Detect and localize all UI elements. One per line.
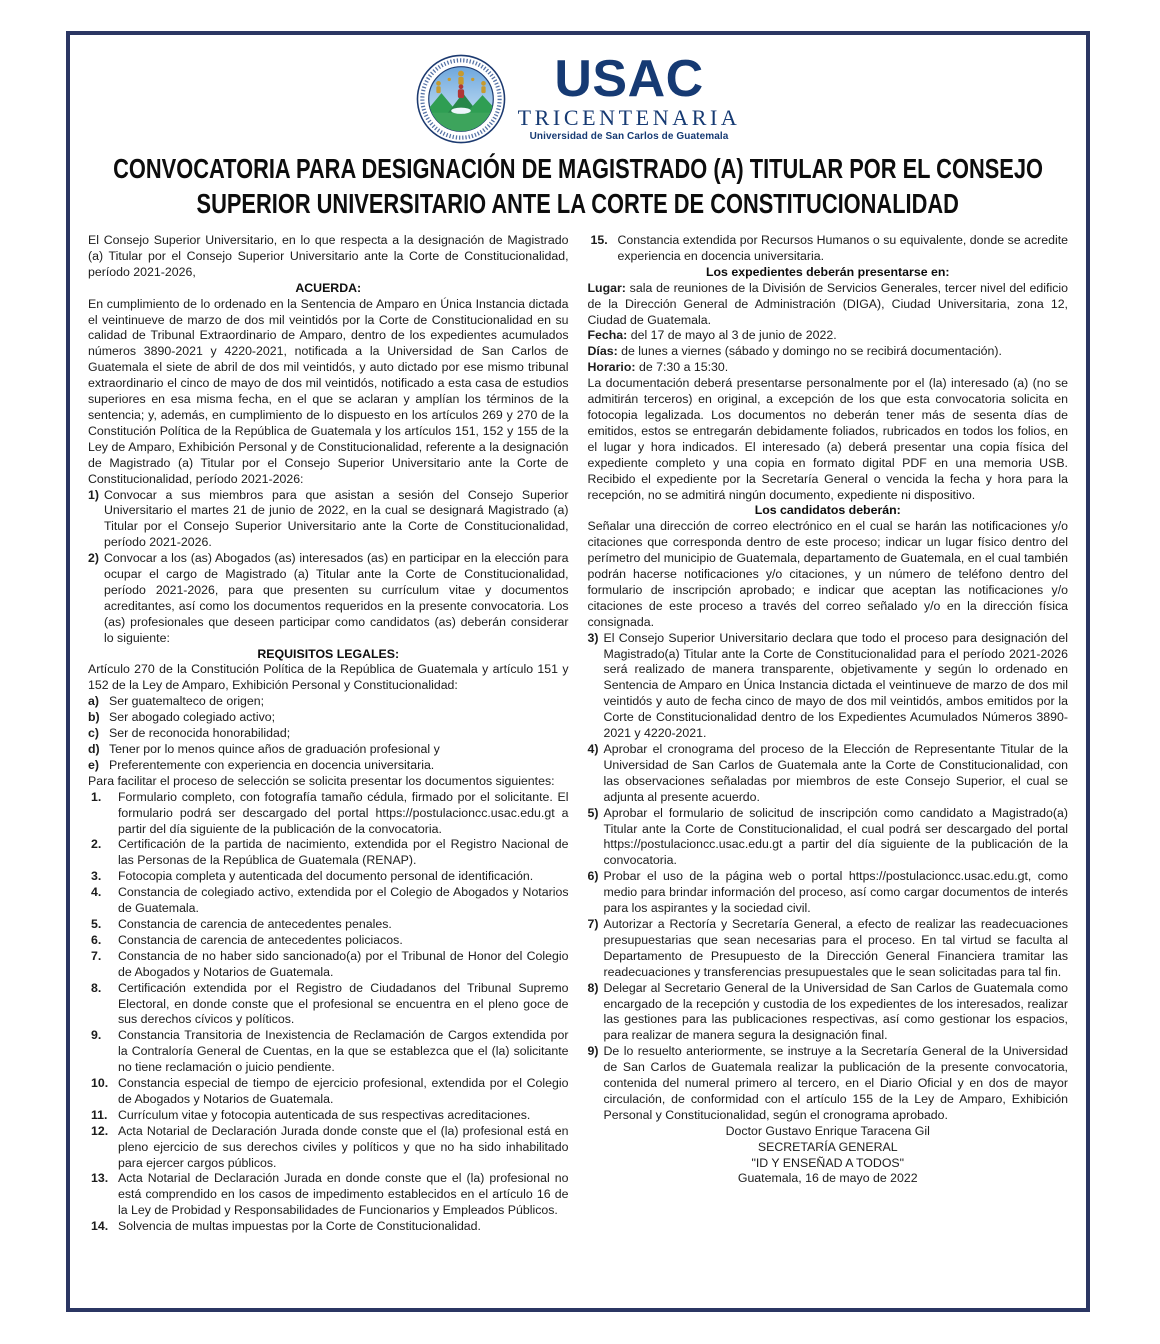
list-item: [88, 742, 569, 758]
list-marker: e): [88, 757, 99, 772]
list-item: [88, 694, 569, 710]
paragraph: El Consejo Superior Universitario, en lo que respecta a la designación de Magistrado (a) Titular por el Consejo Superior Universitario ante la Corte de Constitucionalidad, período 2021-2026,: [88, 233, 569, 279]
list-item-text: Acta Notarial de Declaración Jurada donde conste que el (la) profesional está en pleno ejercicio de sus derechos civiles y políticos y que no ha sido inhabilitado para ejercer cargos públicos.: [118, 1123, 569, 1170]
list-item-text: Autorizar a Rectoría y Secretaría General, a efecto de realizar las readecuaciones presupuestarias que sean necesarias para el proceso. En tal virtud se faculta al Departamento de Presupuesto de la Dirección General Financiera tramitar las readecuaciones y transferencias presupuestales que le sean solicitadas para tal fin.: [603, 916, 1068, 979]
column-right: [588, 233, 1069, 1235]
list-item: [88, 726, 569, 742]
list-marker: 11.: [91, 1107, 108, 1122]
document-title-line1: CONVOCATORIA PARA DESIGNACIÓN DE MAGISTRADO (A) TITULAR POR EL CONSEJO: [113, 153, 1043, 184]
paragraph: Señalar una dirección de correo electrónico en el cual se harán las notificaciones y/o citaciones que corresponda dentro de este proceso; indicar un lugar físico dentro del perímetro del municipio de Guatemala, departamento de Guatemala, en el cual también podrán hacerse notificaciones y/o citaciones, y un número de teléfono dentro del formulario de inscripción aprobado; e indicar que aceptan las notificaciones y/o citaciones de este proceso a través del correo señalado y/o en la dirección física consignada.: [587, 519, 1068, 629]
list-item-text: Certificación extendida por el Registro de Ciudadanos del Tribunal Supremo Electoral, en donde conste que el profesional se encuentra en el pleno goce de sus derechos cívicos y políticos.: [118, 980, 569, 1027]
list-item: [88, 949, 569, 981]
list-item: [88, 885, 569, 917]
list-marker: 4): [587, 742, 599, 756]
two-column-body: [88, 233, 1068, 1235]
section-heading: ACUERDA:: [295, 280, 362, 295]
labeled-paragraph: [588, 328, 1069, 344]
list-item-text: Constancia de carencia de antecedentes policiacos.: [118, 932, 403, 947]
list-item: [88, 1124, 569, 1172]
list-item-text: Currículum vitae y fotocopia autenticada de sus respectivas acreditaciones.: [118, 1107, 531, 1122]
document-title: [88, 151, 1068, 221]
list-marker: 1): [88, 487, 99, 502]
list-item-text: Convocar a los (as) Abogados (as) interesados (as) en participar en la elección para ocupar el cargo de Magistrado (a) Titular ante la Corte de Constitucionalidad, período 2021-2026, para que presenten su currículum vitae y documentos acreditantes, así como los documentos requeridos en la presente convocatoria. Los (as) profesionales que deseen participar como candidatos (as) deberán considerar lo siguiente:: [104, 551, 569, 645]
list-marker: a): [88, 694, 99, 709]
list-marker: 8): [587, 980, 599, 995]
list-item-text: De lo resuelto anteriormente, se instruye a la Secretaría General de la Universidad de San Carlos de Guatemala realizar la publicación de la presente convocatoria, contenida del numeral primero al tercero, en el Diario Oficial y en dos de mayor circulación, de conformidad con el artículo 155 de la Ley de Amparo, Exhibición Personal y Constitucionalidad, según el cronograma aprobado.: [603, 1044, 1068, 1122]
list-marker: c): [88, 726, 99, 741]
field-label: Horario:: [587, 360, 636, 375]
usac-wordmark: [517, 50, 741, 142]
list-item: [588, 1044, 1069, 1124]
list-marker: 5.: [91, 916, 102, 931]
list-item: [588, 631, 1069, 742]
list-item-text: Constancia de no haber sido sancionado(a) por el Tribunal de Honor del Colegio de Abogados y Notarios de Guatemala.: [118, 948, 569, 979]
usac-seal-icon: [416, 54, 506, 144]
list-marker: b): [88, 710, 100, 725]
list-marker: 5): [587, 805, 599, 820]
list-marker: 4.: [91, 885, 102, 900]
field-text: de lunes a viernes (sábado y domingo no se recibirá documentación).: [621, 344, 1002, 359]
list-marker: 9.: [91, 1028, 102, 1043]
list-item: [588, 806, 1069, 870]
list-item: [588, 917, 1069, 981]
list-item: [88, 837, 569, 869]
list-marker: 1.: [91, 789, 102, 804]
paragraph: La documentación deberá presentarse personalmente por el (la) interesado (a) (no se admitirán terceros) en original, a excepción de los que esta convocatoria solicita en fotocopia legalizada. Los documentos no deberán tener más de sesenta días de emitidos, estos se entregarán debidamente foliados, rubricados en todos los folios, en el lugar y hora indicados. El interesado (a) deberá presentar una copia física del expediente completo y una copia en formato digital PDF en una memoria USB. Recibido el expediente por la Secretaría General o vencida la fecha y hora para la recepción, no se admitirá ningún documento, expediente ni dispositivo.: [587, 376, 1068, 502]
field-label: Lugar:: [587, 280, 626, 295]
list-marker: 8.: [91, 980, 102, 995]
list-item: [88, 758, 569, 774]
list-item: [88, 981, 569, 1029]
list-item: [88, 1108, 569, 1124]
list-item-text: Tener por lo menos quince años de graduación profesional y: [109, 742, 440, 756]
column-left: [88, 233, 569, 1235]
list-item-text: Constancia extendida por Recursos Humanos o su equivalente, donde se acredite experiencia en docencia universitaria.: [617, 233, 1068, 263]
section-heading: Los candidatos deberán:: [754, 503, 901, 518]
labeled-paragraph: [588, 344, 1069, 360]
section-heading: Los expedientes deberán presentarse en:: [705, 264, 950, 279]
signature-line: SECRETARÍA GENERAL: [757, 1139, 898, 1154]
list-item-text: Formulario completo, con fotografía tamaño cédula, firmado por el solicitante. El formulario podrá ser descargado del portal https://postulacioncc.usac.edu.gt a partir del día siguiente de la publicación de la convocatoria.: [118, 789, 569, 836]
list-marker: 6): [587, 869, 599, 884]
list-item: [88, 551, 569, 646]
usac-subtitle: Universidad de San Carlos de Guatemala: [529, 130, 729, 142]
list-item-text: Certificación de la partida de nacimiento, extendida por el Registro Nacional de las Personas de la República de Guatemala (RENAP).: [118, 837, 569, 868]
list-item-text: El Consejo Superior Universitario declara que todo el proceso para designación del Magistrado(a) Titular ante la Corte de Constitucionalidad para el período 2021-2026 será realizado de manera transparente, objetivamente y según lo ordenado en Sentencia de Amparo en Única Instancia dictada el veintinueve de marzo de dos mil veintidós y auto de fecha cinco de mayo de dos mil veintidós, ambos emitidos por la Corte de Constitucionalidad dentro de los Expedientes Acumulados Números 3890-2021 y 4220-2021.: [603, 630, 1068, 741]
list-marker: 7.: [91, 948, 102, 963]
list-item-text: Aprobar el cronograma del proceso de la Elección de Representante Titular de la Universidad de San Carlos de Guatemala ante la Corte de Constitucionalidad, con las observaciones señaladas por miembros de este Consejo Superior, el cual se adjunta al presente acuerdo.: [603, 742, 1068, 804]
list-item-text: Constancia de colegiado activo, extendida por el Colegio de Abogados y Notarios de Guatemala.: [118, 885, 569, 916]
list-item-text: Ser abogado colegiado activo;: [109, 710, 276, 725]
field-text: sala de reuniones de la División de Servicios Generales, tercer nivel del edificio de la Dirección General de Administración (DIGA), Ciudad Universitaria, zona 12, Ciudad de Guatemala.: [587, 280, 1068, 327]
list-item-text: Ser guatemalteco de origen;: [109, 694, 265, 709]
list-marker: 3.: [91, 869, 102, 884]
signature-line: "ID Y ENSEÑAD A TODOS": [751, 1155, 905, 1170]
usac-logo: [88, 50, 1068, 143]
list-item: [88, 933, 569, 949]
list-marker: 6.: [91, 932, 102, 947]
list-item-text: Fotocopia completa y autenticada del documento personal de identificación.: [118, 869, 534, 884]
list-item: [588, 869, 1069, 917]
labeled-paragraph: [588, 360, 1069, 376]
document-title-line2: SUPERIOR UNIVERSITARIO ANTE LA CORTE DE CONSTITUCIONALIDAD: [196, 188, 960, 219]
list-item: [88, 488, 569, 552]
list-item-text: Constancia Transitoria de Inexistencia de Reclamación de Cargos extendida por la Contraloría General de Cuentas, en la que se establezca que el (la) solicitante no tiene reclamación o juicio pendiente.: [118, 1028, 569, 1075]
list-item: [588, 742, 1069, 806]
usac-acronym: USAC: [554, 50, 704, 109]
list-item-text: Solvencia de multas impuestas por la Corte de Constitucionalidad.: [118, 1219, 481, 1234]
list-marker: 7): [587, 916, 599, 931]
list-item-text: Acta Notarial de Declaración Jurada en donde conste que el (la) profesional no está comprendido en los casos de impedimento establecidos en el artículo 16 de la Ley de Probidad y Responsabilidades de Funcionarios y Empleados Públicos.: [118, 1171, 569, 1218]
list-item: [88, 917, 569, 933]
list-marker: 2.: [91, 837, 102, 852]
list-marker: d): [88, 742, 100, 756]
list-item: [88, 710, 569, 726]
list-item: [88, 790, 569, 838]
list-marker: 12.: [91, 1123, 109, 1138]
list-item-text: Probar el uso de la página web o portal https://postulacioncc.usac.edu.gt, como medio para brindar información del proceso, así como cargar documentos de interés para los aspirantes y la sociedad civil.: [603, 869, 1068, 916]
list-item: [588, 981, 1069, 1045]
paragraph: En cumplimiento de lo ordenado en la Sentencia de Amparo en Única Instancia dictada el veintinueve de marzo de dos mil veintidós por la Corte de Constitucionalidad en su calidad de Tribunal Extraordinario de Amparo, dentro de los expedientes acumulados números 3890-2021 y 4220-2021, notificada a la Universidad de San Carlos de Guatemala el siete de abril de dos mil veintidós, y auto dictado por ese mismo tribunal extraordinario el cinco de mayo de dos mil veintidós, notificado a esta casa de estudios superiores en esa misma fecha, en el que se aclaran y amplían los términos de la sentencia; y, además, en cumplimiento de lo dispuesto en los artículos 269 y 270 de la Constitución Política de la República de Guatemala y los artículos 151, 152 y 155 de la Ley de Amparo, Exhibición Personal y de Constitucionalidad, referente a la designación de Magistrado (a) Titular por el Consejo Superior Universitario ante la Corte de Constitucionalidad, período 2021-2026:: [88, 296, 569, 486]
announcement-page: [66, 31, 1090, 1312]
list-marker: 14.: [91, 1219, 109, 1234]
signature-line: Guatemala, 16 de mayo de 2022: [737, 1171, 918, 1186]
list-item: [588, 233, 1069, 265]
section-heading: REQUISITOS LEGALES:: [257, 646, 400, 661]
list-marker: 2): [88, 551, 99, 566]
field-text: de 7:30 a 15:30.: [638, 360, 729, 375]
field-label: Días:: [587, 344, 618, 359]
list-item-text: Preferentemente con experiencia en docencia universitaria.: [109, 757, 435, 772]
list-item: [88, 1076, 569, 1108]
list-marker: 9): [587, 1044, 599, 1059]
list-item: [88, 1219, 569, 1235]
list-item-text: Convocar a sus miembros para que asistan a sesión del Consejo Superior Universitario el martes 21 de junio de 2022, en la cual se designará Magistrado (a) Titular por el Consejo Superior Universitario ante la Corte de Constitucionalidad, período 2021-2026.: [104, 487, 569, 550]
paragraph: Para facilitar el proceso de selección se solicita presentar los documentos siguientes:: [88, 773, 555, 788]
list-item: [88, 1028, 569, 1076]
list-item-text: Aprobar el formulario de solicitud de inscripción como candidato a Magistrado(a) Titular ante la Corte de Constitucionalidad, el cual podrá ser descargado del portal https://postulacioncc.usac.edu.gt a partir del día siguiente de la publicación de la convocatoria.: [603, 805, 1068, 868]
usac-tricentenaria: TRICENTENARIA: [517, 104, 741, 130]
list-item: [88, 869, 569, 885]
list-item-text: Delegar al Secretario General de la Universidad de San Carlos de Guatemala como encargado de la recepción y custodia de los expedientes de los interesados, realizar las gestiones para las publicaciones respectivas, así como gestionar los espacios, para realizar de manera segura la designación final.: [603, 980, 1068, 1043]
paragraph: Artículo 270 de la Constitución Política de la República de Guatemala y artículo 151 y 152 de la Ley de Amparo, Exhibición Personal y Constitucionalidad:: [88, 662, 569, 693]
field-text: del 17 de mayo al 3 de junio de 2022.: [630, 328, 837, 343]
list-item-text: Constancia especial de tiempo de ejercicio profesional, extendida por el Colegio de Abogados y Notarios de Guatemala.: [118, 1076, 569, 1106]
list-item-text: Ser de reconocida honorabilidad;: [109, 726, 291, 741]
list-marker: 10.: [91, 1076, 109, 1091]
labeled-paragraph: [588, 281, 1069, 329]
list-item-text: Constancia de carencia de antecedentes penales.: [118, 916, 392, 931]
signature-line: Doctor Gustavo Enrique Taracena Gil: [725, 1123, 930, 1138]
list-item: [88, 1171, 569, 1219]
list-marker: 15.: [590, 233, 608, 247]
list-marker: 3): [587, 630, 599, 645]
list-marker: 13.: [91, 1171, 109, 1186]
field-label: Fecha:: [587, 328, 628, 343]
